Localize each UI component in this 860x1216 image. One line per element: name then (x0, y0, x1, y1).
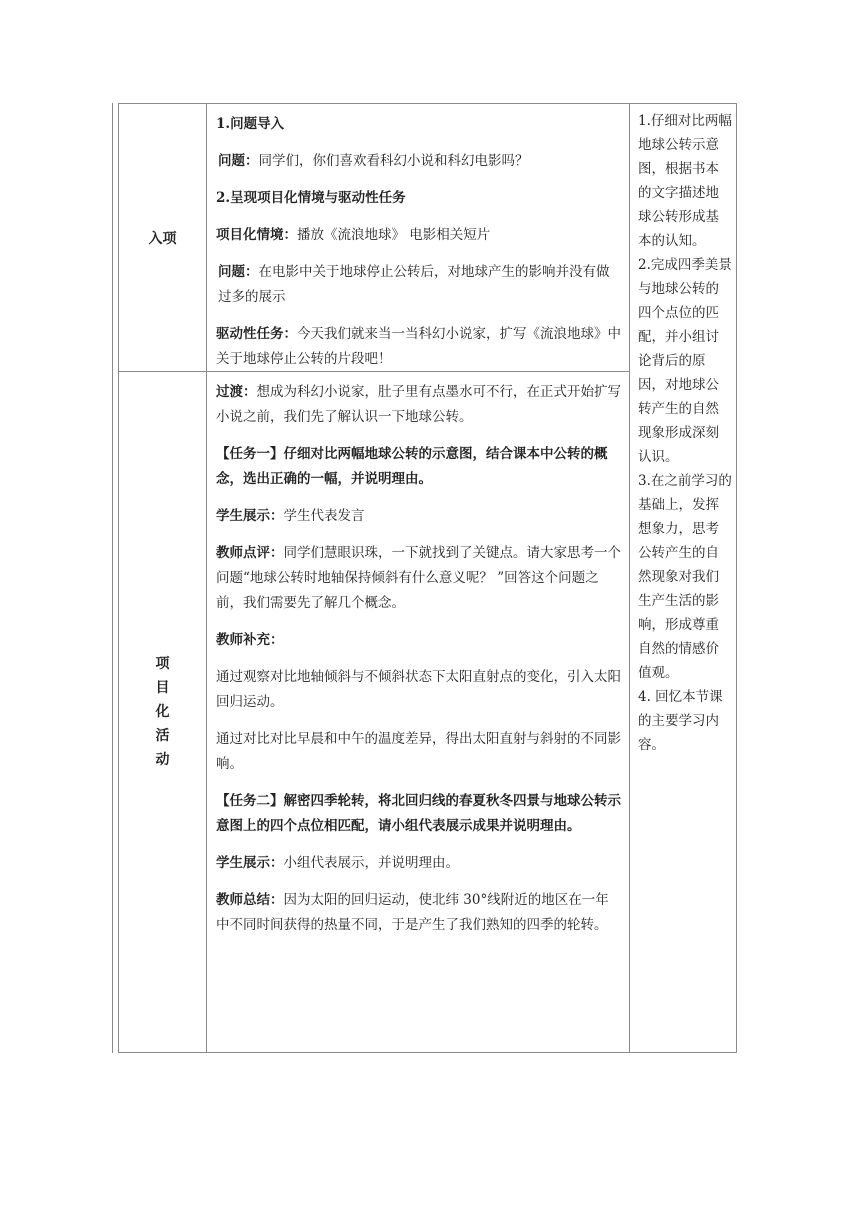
row-label-char: 目 (155, 680, 170, 696)
paragraph (216, 888, 621, 938)
paragraph-lead: 【任务一】仔细对比两幅地球公转的示意图，结合课本中公转的概念，选出正确的一幅，并说明理由。 (216, 446, 608, 487)
paragraph-lead: 【任务二】解密四季轮转，将北回归线的春夏秋冬四景与地球公转示意图上的四个点位相匹配，请小组代表展示成果并说明理由。 (216, 793, 621, 834)
paragraph-text: 学生代表发言 (283, 508, 365, 524)
paragraph (216, 112, 621, 137)
table-border-left (112, 103, 113, 1053)
paragraph-text: 小组代表展示，并说明理由。 (283, 855, 459, 871)
paragraph (216, 789, 621, 839)
paragraph (216, 628, 621, 653)
side-note: 4. 回忆本节课的主要学习内容。 (638, 689, 723, 753)
paragraph (216, 149, 621, 174)
activity-content (207, 372, 629, 1052)
paragraph-text: 同学们，你们喜欢看科幻小说和科幻电影吗？ (258, 153, 529, 169)
table-border-right (736, 103, 737, 1053)
paragraph (216, 727, 621, 777)
paragraph (216, 380, 621, 430)
table-border-bottom (118, 1052, 737, 1053)
side-note: 3.在之前学习的基础上，发挥想象力，思考公转产生的自然现象对我们生产生活的影响，形成尊重自然的情感价值观。 (638, 473, 732, 681)
row-label-char: 化 (155, 704, 170, 720)
paragraph (216, 504, 621, 529)
paragraph-lead: 驱动性任务： (216, 326, 297, 342)
paragraph (216, 665, 621, 715)
side-note: 1.仔细对比两幅地球公转示意图，根据书本的文字描述地球公转形成基本的认知。 (638, 113, 732, 249)
paragraph-text: 因为太阳的回归运动，使北纬 30°线附近的地区在一年中不同时间获得的热量不同，于是产生了我们熟知的四季的轮转。 (216, 892, 609, 933)
paragraph-lead: 教师总结： (216, 892, 284, 908)
paragraph (216, 322, 621, 372)
paragraph (216, 442, 621, 492)
paragraph-text: 在电影中关于地球停止公转后，对地球产生的影响并没有做过多的展示 (218, 264, 610, 305)
row-label-entry (119, 104, 206, 371)
row-label-activity (119, 372, 206, 1052)
paragraph-lead: 问题： (218, 153, 259, 169)
row-label-char: 动 (155, 752, 170, 768)
paragraph-lead: 过渡： (216, 384, 257, 400)
paragraph-text: 通过对比对比早晨和中午的温度差异，得出太阳直射与斜射的不同影响。 (216, 731, 621, 772)
paragraph-text: 想成为科幻小说家，肚子里有点墨水可不行，在正式开始扩写小说之前，我们先了解认识一下地球公转。 (216, 384, 621, 425)
paragraph-lead: 学生展示： (216, 855, 284, 871)
row-label-char: 活 (155, 728, 170, 744)
paragraph (216, 223, 621, 248)
row-label-text: 入项 (148, 230, 177, 247)
paragraph-lead: 教师补充： (216, 632, 284, 648)
side-note: 2.完成四季美景与地球公转的四个点位的匹配，并小组讨论背后的原因，对地球公转产生的自然现象形成深刻认识。 (638, 257, 732, 465)
paragraph-text: 同学们慧眼识珠，一下就找到了关键点。请大家思考一个问题“地球公转时地轴保持倾斜有什么意义呢？ ”回答这个问题之前，我们需要先了解几个概念。 (216, 545, 621, 611)
design-intent-column (630, 104, 736, 1052)
entry-content (207, 104, 629, 371)
lesson-table (112, 103, 737, 1053)
paragraph (216, 186, 621, 211)
paragraph-lead: 2.呈现项目化情境与驱动性任务 (216, 190, 406, 206)
paragraph-lead: 项目化情境： (216, 227, 297, 243)
paragraph (216, 541, 621, 616)
paragraph-text: 今天我们就来当一当科幻小说家，扩写《流浪地球》中关于地球停止公转的片段吧！ (216, 326, 621, 367)
paragraph (216, 260, 621, 310)
row-label-char: 项 (155, 656, 170, 672)
paragraph (216, 851, 621, 876)
paragraph-lead: 教师点评： (216, 545, 284, 561)
paragraph-text: 播放《流浪地球》 电影相关短片 (297, 227, 491, 243)
paragraph-lead: 学生展示： (216, 508, 284, 524)
paragraph-text: 通过观察对比地轴倾斜与不倾斜状态下太阳直射点的变化，引入太阳回归运动。 (216, 669, 621, 710)
paragraph-lead: 1.问题导入 (216, 116, 285, 132)
paragraph-lead: 问题： (218, 264, 259, 280)
